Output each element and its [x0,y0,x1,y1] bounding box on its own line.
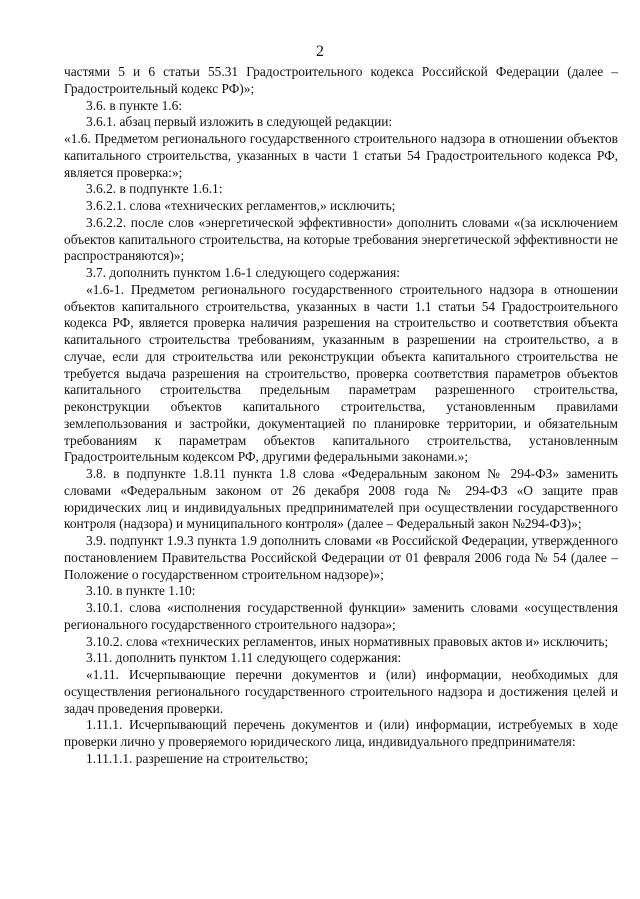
paragraph: 3.8. в подпункте 1.8.11 пункта 1.8 слова «Федеральным законом № 294-ФЗ» заменить словами «Федеральным законом от 26 декабря 2008 года № 294-ФЗ «О защите прав юридических лиц и индивидуальных предпринимателей при осуществлении государственного контроля (надзора) и муниципального контроля» (далее – Федеральный закон №294-ФЗ)»; [64,466,618,532]
paragraph: 3.10. в пункте 1.10: [86,583,196,599]
paragraph: частями 5 и 6 статьи 55.31 Градостроительного кодекса Российской Федерации (далее – Градостроительный кодекс РФ)»; [64,64,618,96]
paragraph: 3.6.2.2. после слов «энергетической эффективности» дополнить словами «(за исключением объектов капитального строительства, на которые требования энергетической эффективности не распространяются)»; [64,214,618,264]
document-body [64,64,618,768]
paragraph: 3.7. дополнить пунктом 1.6-1 следующего содержания: [86,265,400,280]
paragraph: 3.9. подпункт 1.9.3 пункта 1.9 дополнить словами «в Российской Федерации, утвержденного постановлением Правительства Российской Федерации от 01 февраля 2006 года № 54 (далее – Положение о государственном строительном надзоре)»; [64,533,618,582]
paragraph: 3.6.2. в подпункте 1.6.1: [86,181,223,197]
page-number: 2 [316,43,324,60]
paragraph: 1.11.1.1. разрешение на строительство; [86,750,309,766]
paragraph: 3.6.2.1. слова «технических регламентов,» исключить; [86,198,396,213]
paragraph: 3.11. дополнить пунктом 1.11 следующего содержания: [86,650,402,666]
paragraph: 3.10.1. слова «исполнения государственной функции» заменить словами «осуществления регионального государственного строительного надзора»; [64,600,618,632]
paragraph: «1.6-1. Предметом регионального государственного строительного надзора в отношении объектов капитального строительства, указанных в части 1.1 статьи 54 Градостроительного кодекса РФ, является проверка наличия разрешения на строительство и соответствия объекта капитального строительства требованиям, указанным в разрешении на строительство, а в случае, если для строительства или реконструкции объекта капитального строительства не требуется выдача разрешения на строительство, проверка соответствия параметров объектов капитального строительства предельным параметрам разрешенного строительства, реконструкции объектов капитального строительства, установленным правилами землепользования и застройки, документацией по планировке территории, и обязательным требованиям к параметрам объектов капитального строительства, установленным Градостроительным кодексом РФ, другими федеральными законами.»; [64,281,618,465]
paragraph: 1.11.1. Исчерпывающий перечень документов и (или) информации, истребуемых в ходе проверки лично у проверяемого юридического лица, индивидуального предпринимателя: [64,717,618,749]
paragraph: «1.11. Исчерпывающие перечни документов и (или) информации, необходимых для осуществления регионального государственного строительного надзора и достижения целей и задач проведения проверки. [64,667,618,716]
paragraph: 3.6. в пункте 1.6: [86,97,183,113]
paragraph: 3.6.1. абзац первый изложить в следующей редакции: [86,114,393,130]
paragraph: «1.6. Предметом регионального государственного строительного надзора в отношении объектов капитального строительства, указанных в части 1 статьи 54 Градостроительного кодекса РФ, является проверка:»; [64,131,618,180]
paragraph: 3.10.2. слова «технических регламентов, иных нормативных правовых актов и» исключить; [86,633,609,649]
